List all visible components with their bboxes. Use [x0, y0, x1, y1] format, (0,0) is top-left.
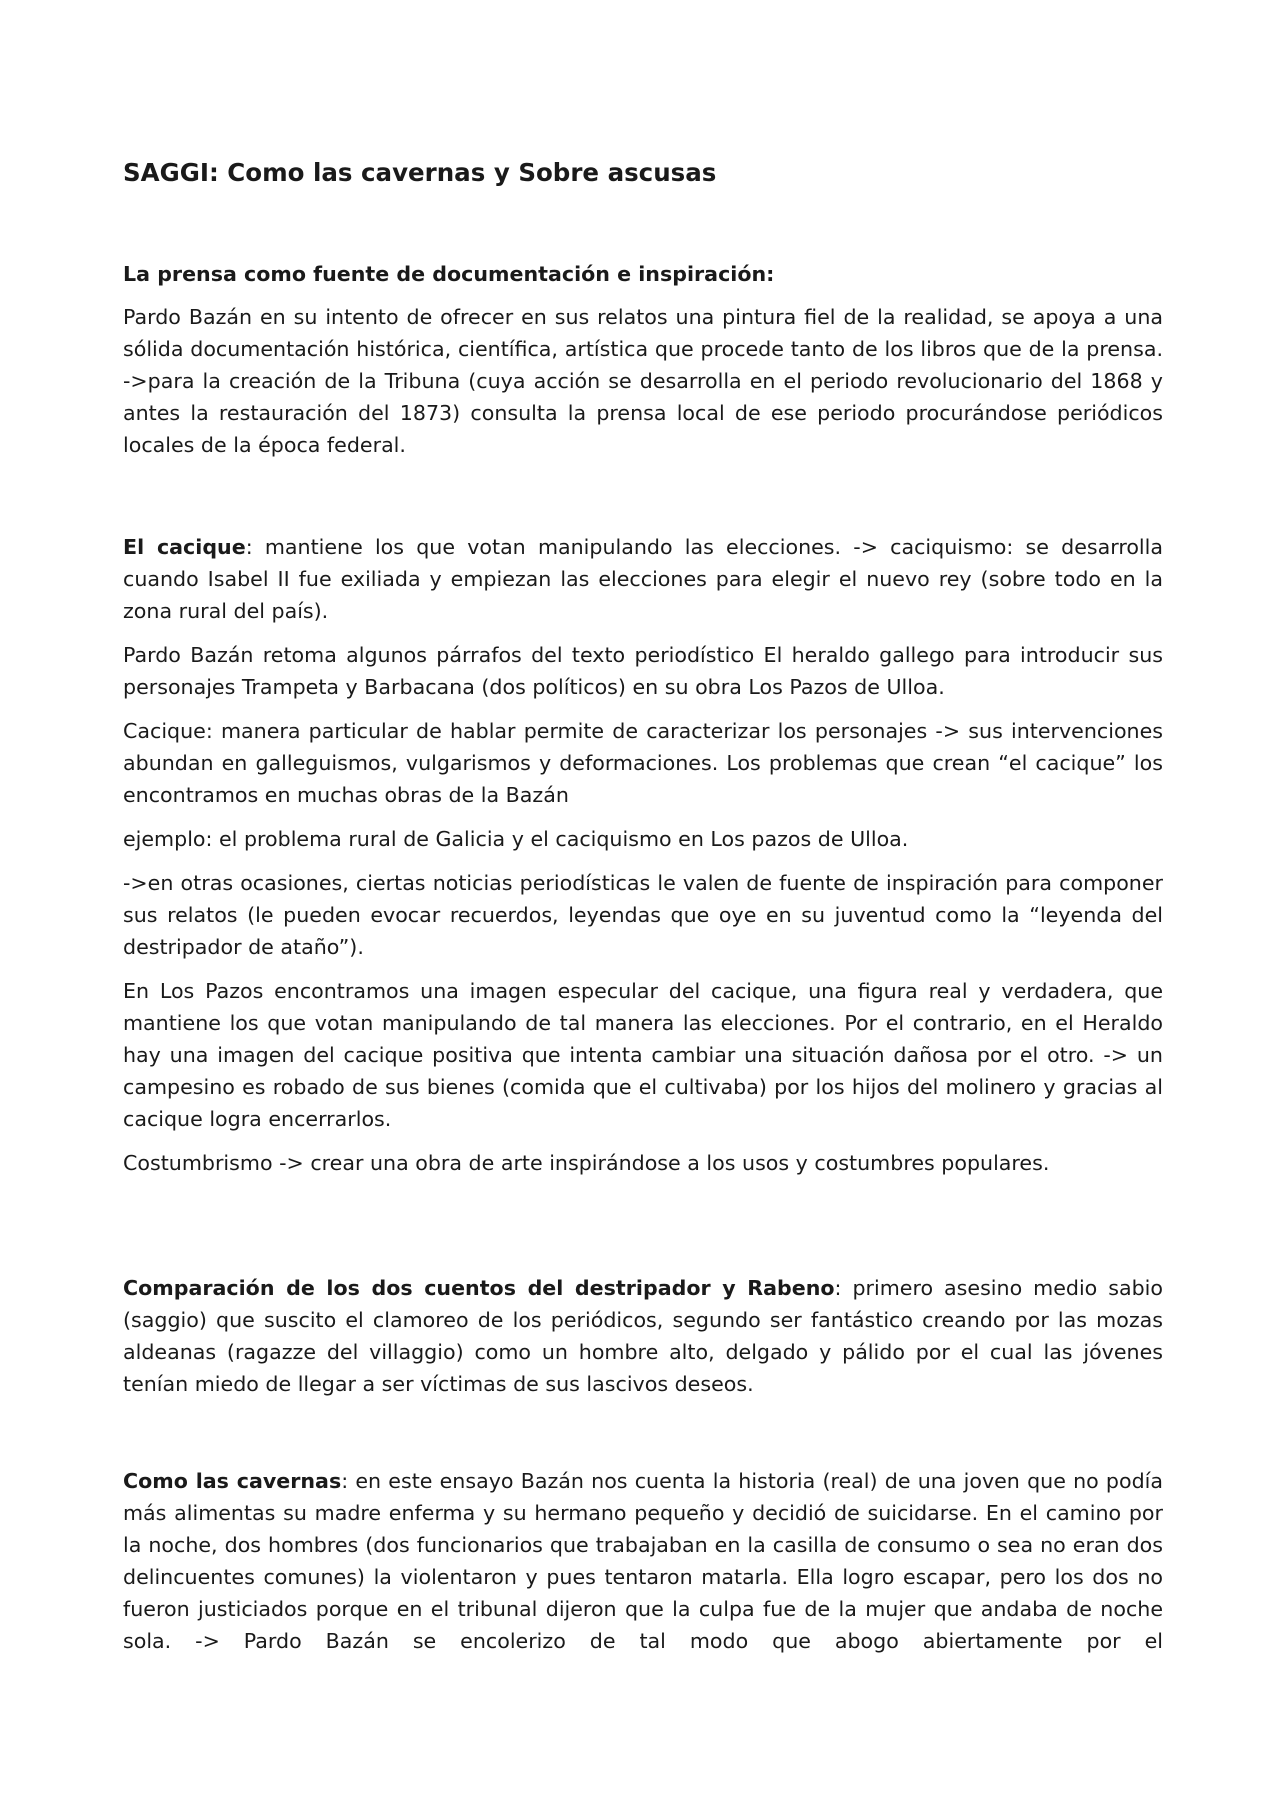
lead-comparacion: Comparación de los dos cuentos del destripador y Rabeno: [123, 1276, 835, 1300]
paragraph-prensa: Pardo Bazán en su intento de ofrecer en sus relatos una pintura fiel de la realidad, se apoya a una sólida documentación histórica, científica, artística que procede tanto de los libros que de la prensa. ->para la creación de la Tribuna (cuya acción se desarrolla en el periodo revolucionario del 1868 y antes la restauración del 1873) consulta la prensa local de ese periodo procurándose periódicos locales de la época federal.: [123, 305, 1163, 457]
paragraph-cacique-habla: Cacique: manera particular de hablar permite de caracterizar los personajes -> sus intervenciones abundan en galleguismos, vulgarismos y deformaciones. Los problemas que crean “el cacique” los encontramos en muchas obras de la Bazán: [123, 719, 1163, 807]
lead-cavernas: Como las cavernas: [123, 1469, 342, 1493]
section-heading-prensa: La prensa como fuente de documentación e inspiración:: [123, 262, 775, 286]
section-cacique: [123, 531, 1163, 1179]
section-cavernas: [123, 1465, 1163, 1657]
paragraph-cavernas: [123, 1465, 1163, 1657]
paragraph-cacique-ejemplo: ejemplo: el problema rural de Galicia y el caciquismo en Los pazos de Ulloa.: [123, 827, 909, 851]
lead-cacique-rest: : mantiene los que votan manipulando las elecciones. -> caciquismo: se desarrolla cuando Isabel II fue exiliada y empiezan las elecciones para elegir el nuevo rey (sobre todo en la zona rural del país).: [123, 535, 1163, 623]
paragraph-cacique-noticias: ->en otras ocasiones, ciertas noticias periodísticas le valen de fuente de inspiración para componer sus relatos (le pueden evocar recuerdos, leyendas que oye en su juventud como la “leyenda del destripador de ataño”).: [123, 871, 1163, 959]
document-title: SAGGI: Como las cavernas y Sobre ascusas: [123, 158, 717, 187]
section-comparacion: [123, 1272, 1163, 1400]
lead-cacique: El cacique: [123, 535, 246, 559]
paragraph-cacique-pazos: En Los Pazos encontramos una imagen especular del cacique, una figura real y verdadera, que mantiene los que votan manipulando de tal manera las elecciones. Por el contrario, en el Heraldo hay una imagen del cacique positiva que intenta cambiar una situación dañosa por el otro. -> un campesino es robado de sus bienes (comida que el cultivaba) por los hijos del molinero y gracias al cacique logra encerrarlos.: [123, 979, 1163, 1131]
paragraph-cacique-heraldo: Pardo Bazán retoma algunos párrafos del texto periodístico El heraldo gallego para introducir sus personajes Trampeta y Barbacana (dos políticos) en su obra Los Pazos de Ulloa.: [123, 643, 1163, 699]
paragraph-cacique-intro: [123, 531, 1163, 627]
lead-cavernas-rest: : en este ensayo Bazán nos cuenta la historia (real) de una joven que no podía más alimentas su madre enferma y su hermano pequeño y decidió de suicidarse. En el camino por la noche, dos hombres (dos funcionarios que trabajaban en la casilla de consumo o sea no eran dos delincuentes comunes) la violentaron y pues tentaron matarla. Ella logro escapar, pero los dos no fueron justiciados porque en el tribunal dijeron que la culpa fue de la mujer que andaba de noche sola. -> Pardo Bazán se encolerizo de tal modo que abogo abiertamente por el: [123, 1469, 1164, 1653]
paragraph-costumbrismo: Costumbrismo -> crear una obra de arte inspirándose a los usos y costumbres populares.: [123, 1151, 1050, 1175]
section-prensa: [123, 258, 1163, 461]
paragraph-comparacion: [123, 1272, 1163, 1400]
lead-comparacion-rest: : primero asesino medio sabio (saggio) que suscito el clamoreo de los periódicos, segundo ser fantástico creando por las mozas aldeanas (ragazze del villaggio) como un hombre alto, delgado y pálido por el cual las jóvenes tenían miedo de llegar a ser víctimas de sus lascivos deseos.: [123, 1276, 1163, 1396]
